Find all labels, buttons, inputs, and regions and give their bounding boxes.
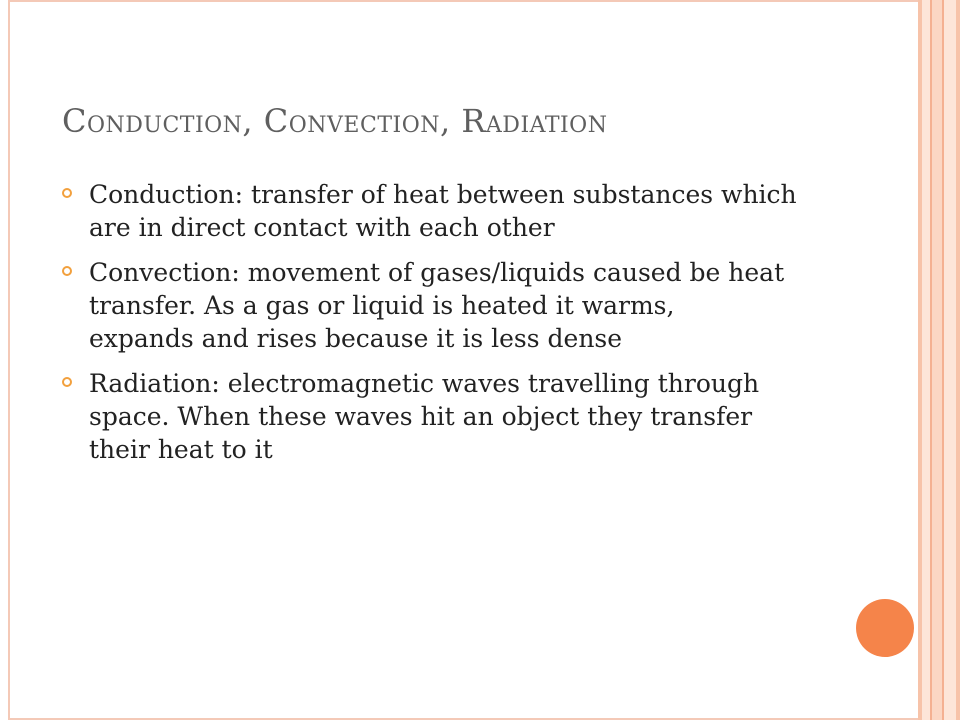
bullet-radiation — [62, 367, 912, 466]
bullet-text-line: expands and rises because it is less dense — [89, 324, 623, 353]
slide-title: Conduction, Convection, Radiation — [62, 102, 608, 140]
decorative-stripe — [932, 0, 942, 720]
bullet-text-line: Convection: movement of gases/liquids caused be heat — [89, 258, 785, 287]
decorative-stripe — [956, 0, 960, 720]
left-border-line — [8, 0, 10, 720]
bullet-list — [62, 178, 912, 478]
bullet-text-line: space. When these waves hit an object they transfer — [89, 402, 753, 431]
bullet-text-line: Radiation: electromagnetic waves travelling through — [89, 369, 760, 398]
decorative-stripe — [944, 0, 956, 720]
bullet-circle-icon — [62, 377, 72, 387]
decorative-circle — [856, 599, 914, 657]
bullet-circle-icon — [62, 188, 72, 198]
decorative-stripe — [922, 0, 930, 720]
bullet-text-line: transfer. As a gas or liquid is heated it warms, — [89, 291, 675, 320]
bullet-text-line: are in direct contact with each other — [89, 213, 555, 242]
bullet-conduction — [62, 178, 912, 244]
bullet-convection — [62, 256, 912, 355]
bullet-text-line: their heat to it — [89, 435, 273, 464]
top-border-line — [8, 0, 920, 2]
bullet-text-line: Conduction: transfer of heat between substances which — [89, 180, 797, 209]
bullet-circle-icon — [62, 266, 72, 276]
